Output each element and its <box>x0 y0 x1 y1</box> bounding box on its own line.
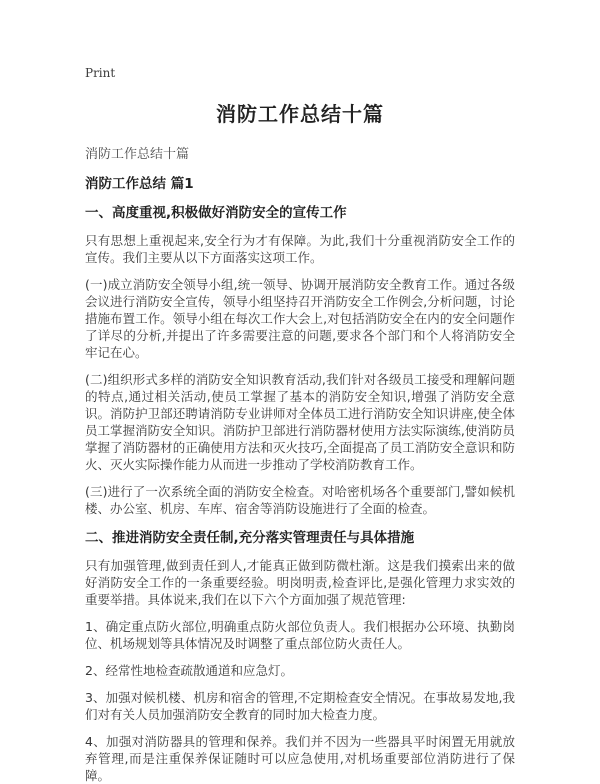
section-heading: 二、推进消防安全责任制,充分落实管理责任与具体措施 <box>85 530 415 546</box>
paragraph: 只有加强管理,做到责任到人,才能真正做到防微杜渐。这是我们摸索出来的做好消防安全工作的一条重要经验。明岗明责,检查评比,是强化管理力求实效的重要举措。具体说来,我们在以下六个方面加强了规范管理: <box>85 558 515 607</box>
document-title: 消防工作总结十篇 <box>216 102 384 126</box>
paragraph: (一)成立消防安全领导小组,统一领导、协调开展消防安全教育工作。通过各级会议进行消防安全宣传，领导小组坚持召开消防安全工作例会,分析问题，讨论措施布置工作。领导小组在每次工作大会上,对包括消防安全在内的安全问题作了详尽的分析,并提出了许多需要注意的问题,要求各个部门和个人将消防安全牢记在心。 <box>85 277 515 360</box>
paragraph: 3、加强对候机楼、机房和宿舍的管理,不定期检查安全情况。在事故易发地,我们对有关人员加强消防安全教育的同时加大检查力度。 <box>85 690 515 722</box>
section-heading: 一、高度重视,积极做好消防安全的宣传工作 <box>85 205 347 221</box>
paragraph: 只有思想上重视起来,安全行为才有保障。为此,我们十分重视消防安全工作的宣传。我们主要从以下方面落实这项工作。 <box>85 233 515 265</box>
paragraph: (二)组织形式多样的消防安全知识教育活动,我们针对各级员工接受和理解问题的特点,通过相关活动,使员工掌握了基本的消防安全知识,增强了消防安全意识。消防护卫部还聘请消防专业讲师对全体员工进行消防安全知识讲座,使全体员工掌握消防安全知识。消防护卫部进行消防器材使用方法实际演练,使消防员掌握了消防器材的正确使用方法和灭火技巧,全面提高了员工消防安全意识和防火、灭火实际操作能力从而进一步推动了学校消防教育工作。 <box>85 372 515 472</box>
document-body <box>85 205 515 784</box>
paragraph: 1、确定重点防火部位,明确重点防火部位负责人。我们根据办公环境、执勤岗位、机场规划等具体情况及时调整了重点部位防火责任人。 <box>85 619 515 651</box>
paragraph: 4、加强对消防器具的管理和保养。我们并不因为一些器具平时闲置无用就放弃管理,而是注重保养保证随时可以应急使用,对机场重要部位消防进行了保障。 <box>85 734 515 783</box>
article-heading: 消防工作总结 篇1 <box>85 176 194 192</box>
paragraph: 2、经常性地检查疏散通道和应急灯。 <box>85 663 293 678</box>
paragraph: (三)进行了一次系统全面的消防安全检查。对哈密机场各个重要部门,譬如候机楼、办公室、机房、车库、宿舍等消防设施进行了全面的检查。 <box>85 484 515 516</box>
document-subtitle: 消防工作总结十篇 <box>85 147 190 162</box>
print-link[interactable]: Print <box>85 66 116 80</box>
